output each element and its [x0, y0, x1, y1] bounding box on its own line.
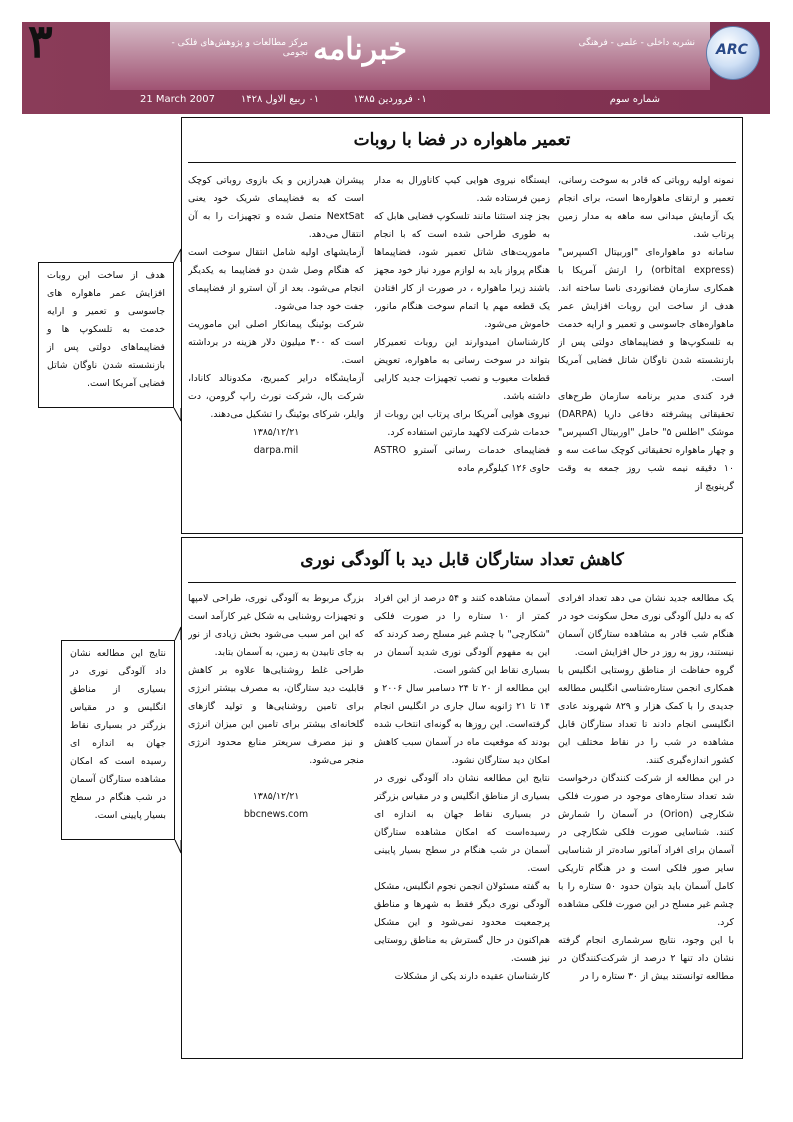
- paragraph: فضاپیمای خدمات رسانی آسترو ASTRO حاوی ۱۲۶ کیلوگرم ماده: [374, 445, 550, 474]
- masthead-title: خبرنامه: [313, 32, 407, 67]
- paragraph: بزرگ مربوط به آلودگی نوری، طراحی لامپها و تجهیزات روشنایی به شکل غیر کارآمد است که این امر سبب می‌شود بخش زیادی از نور به جای تابیدن به زمین، به آسمان بتابد.: [188, 593, 364, 658]
- paragraph: با این وجود، نتایج سرشماری انجام گرفته نشان داد تنها ۲ درصد از شرکت‌کنندگان در مطالعه توانستند بیش از ۳۰ ستاره را در: [558, 935, 734, 982]
- paragraph: سامانه دو ماهواره‌ای "اوربیتال اکسپرس" (orbital express) را ارتش آمریکا با همکاری سازمان فضانوردی ناسا ساخته اند. هدف از ساخت این روبات افزایش عمر ماهواره‌های جاسوسی و تعمیر و ارایه خدمت به تلسکوپ‌ها و فضاپیماهای دولتی پس از بازنشسته شدن ناوگان شاتل فضایی آمریکا است.: [558, 247, 734, 384]
- article-headline: تعمیر ماهواره در فضا با روبات: [353, 130, 571, 150]
- paragraph: فرد کندی مدیر برنامه سازمان طرح‌های تحقیقاتی پیشرفته دفاعی داریا (DARPA) موشک "اطلس ۵" حامل "اوربیتال اکسپرس" و چهار ماهواره تحقیقاتی کوچک ساعت سه و ۱۰ دقیقه نیمه شب روز جمعه به وقت گرینویچ از: [558, 391, 734, 492]
- paragraph: پیشران هیدرازین و یک بازوی روباتی کوچک است که به فضاپیمای شریک خود یعنی NextSat متصل شده و تجهیزات را به آن انتقال می‌دهد.: [188, 175, 364, 240]
- article-column-right: [558, 590, 734, 1052]
- paragraph: این مطالعه از ۲۰ تا ۲۴ دسامبر سال ۲۰۰۶ و ۱۴ تا ۲۱ ژانویه سال جاری در انگلیس انجام گرفته‌است. این روزها به گونه‌ای انتخاب شده بودند که موقعیت ماه در آسمان سبب کاهش امکان دید ستارگان نشود.: [374, 683, 550, 766]
- paragraph: به گفته مسئولان انجمن نجوم انگلیس، مشکل آلودگی نوری دیگر فقط به شهرها و مناطق پرجمعیت محدود نمی‌شود و این مشکل هم‌اکنون در حال گسترش به مناطق روستایی نیز هست.: [374, 881, 550, 964]
- issue-number: شماره سوم: [609, 94, 660, 105]
- article-column-middle: [374, 590, 550, 1052]
- tagline: نشریه داخلی - علمی - فرهنگی: [578, 38, 695, 48]
- paragraph: بجز چند استثنا مانند تلسکوپ فضایی هابل که به طوری طراحی شده است که با انجام ماموریت‌های شاتل تعمیر شود، فضاپیماها هنگام پرواز باید به لوازم مورد نیاز خود مجهز باشند زیرا ماهواره ، در صورت از کار افتادن یک قطعه مهم یا اتمام سوخت هنگام مانور، خاموش می‌شود.: [374, 211, 550, 330]
- org-description: مرکز مطالعات و پژوهش‌های فلکی - نجومی: [171, 38, 308, 58]
- source-link: darpa.mil: [253, 445, 299, 456]
- paragraph: شرکت بوئینگ پیمانکار اصلی این ماموریت است که ۳۰۰ میلیون دلار هزینه در برداشته است.: [188, 319, 364, 366]
- paragraph: نیروی هوایی آمریکا برای پرتاب این روبات از خدمات شرکت لاکهید مارتین استفاده کرد.: [374, 409, 550, 438]
- paragraph: آسمان مشاهده کنند و ۵۴ درصد از این افراد کمتر از ۱۰ ستاره را در صورت فلکی "شکارچی" با چشم غیر مسلح رصد کردند که این به مفهوم آلودگی نوری شدید آسمان در بسیاری نقاط این کشور است.: [374, 593, 550, 676]
- logo-text: ARC: [716, 42, 748, 58]
- paragraph: در این مطالعه از شرکت کنندگان درخواست شد تعداد ستاره‌های موجود در صورت فلکی شکارچی (Orion) در آسمان را شمارش کنند. شناسایی صورت فلکی شکارچی در آسمان برای افراد آماتور ساده‌تر از شناسایی سایر صور فلکی است و در هنگام تاریکی کامل آسمان باید بتوان حدود ۵۰ ستاره را با چشم غیر مسلح در این صورت فلکی مشاهده کرد.: [558, 773, 734, 928]
- paragraph: یک مطالعه جدید نشان می دهد تعداد افرادی که به دلیل آلودگی نوری محل سکونت خود در هنگام شب قادر به مشاهده ستارگان آسمان نیستند، روز به روز در حال افزایش است.: [558, 593, 734, 658]
- date-hijri: ۰۱ ربیع الاول ۱۴۲۸: [240, 94, 320, 105]
- spacer: [188, 770, 364, 788]
- page-number: ۳: [28, 14, 53, 68]
- paragraph: نمونه اولیه روباتی که قادر به سوخت رسانی، تعمیر و ارتقای ماهواره‌ها است، برای انجام یک آزمایش میدانی سه ماهه به مدار زمین پرتاب شد.: [558, 175, 734, 240]
- paragraph: نتایج این مطالعه نشان داد آلودگی نوری در بسیاری از مناطق انگلیس و در مقیاس بزرگتر در بسیاری نقاط جهان به اندازه ای رسیده‌است که امکان مشاهده ستارگان آسمان در شب هنگام در سطح بسیار پایینی است.: [374, 773, 550, 874]
- article-headline: کاهش تعداد ستارگان قابل دید با آلودگی نوری: [300, 550, 624, 570]
- paragraph: طراحی غلط روشنایی‌ها علاوه بر کاهش قابلیت دید ستارگان، به مصرف بیشتر انرژی برای تامین روشنایی‌ها و تولید گازهای گلخانه‌ای بیشتر برای تامین این میزان انرژی و نیز مصرف سریعتر منابع محدود انرژی منجر می‌شود.: [188, 665, 364, 766]
- source-date: ۱۳۸۵/۱۲/۲۱: [252, 427, 300, 438]
- source-link: bbcnews.com: [243, 809, 309, 820]
- paragraph: آزمایشگاه درایر کمبریج، مکدونالد کانادا، شرکت بال، شرکت نورث راپ گرومن، دت وایلر، شرکای بوئینگ را تشکیل می‌دهند.: [188, 373, 364, 420]
- date-gregorian: 21 March 2007: [140, 94, 216, 105]
- pull-quote: هدف از ساخت این روبات افزایش عمر ماهواره های جاسوسی و تعمیر و ارایه خدمت به تلسکوپ ها و فضاپیماهای دولتی پس از بازنشسته شدن ناوگان شاتل فضایی آمریکا است.: [38, 262, 174, 408]
- headline-divider: [188, 582, 736, 583]
- pull-quote: نتایج این مطالعه نشان داد آلودگی نوری در بسیاری از مناطق انگلیس و در مقیاس بزرگتر در بسیاری نقاط جهان به اندازه ای رسیده است که امکان مشاهده ستارگان آسمان در شب هنگام در سطح بسیار پایینی است.: [61, 640, 175, 840]
- date-persian: ۰۱ فروردین ۱۳۸۵: [353, 94, 427, 105]
- article-light-pollution: [181, 537, 743, 1059]
- paragraph: آزمایشهای اولیه شامل انتقال سوخت است که هنگام وصل شدن دو فضاپیما به یکدیگر انجام می‌شود. بعد از آن استرو از فضاپیمای جفت خود جدا می‌شود.: [188, 247, 364, 312]
- paragraph: گروه حفاظت از مناطق روستایی انگلیس با همکاری انجمن ستاره‌شناسی انگلیس مطالعه جدیدی را با کمک هزار و ۸۲۹ شهروند عادی انگلیسی انجام دادند تا تعداد ستارگان قابل مشاهده در شب را در نقاط مختلف این کشور اندازه‌گیری کنند.: [558, 665, 734, 766]
- paragraph: کارشناسان امیدوارند این روبات تعمیرکار بتواند در سوخت رسانی به ماهواره، تعویض قطعات معیوب و نصب تجهیزات جدید کارایی داشته باشد.: [374, 337, 550, 402]
- article-column-left: [188, 590, 364, 1052]
- paragraph: ایستگاه نیروی هوایی کیپ کاناورال به مدار زمین فرستاده شد.: [374, 175, 550, 204]
- paragraph: کارشناسان عقیده دارند یکی از مشکلات: [394, 971, 550, 982]
- source-date: ۱۳۸۵/۱۲/۲۱: [252, 791, 300, 802]
